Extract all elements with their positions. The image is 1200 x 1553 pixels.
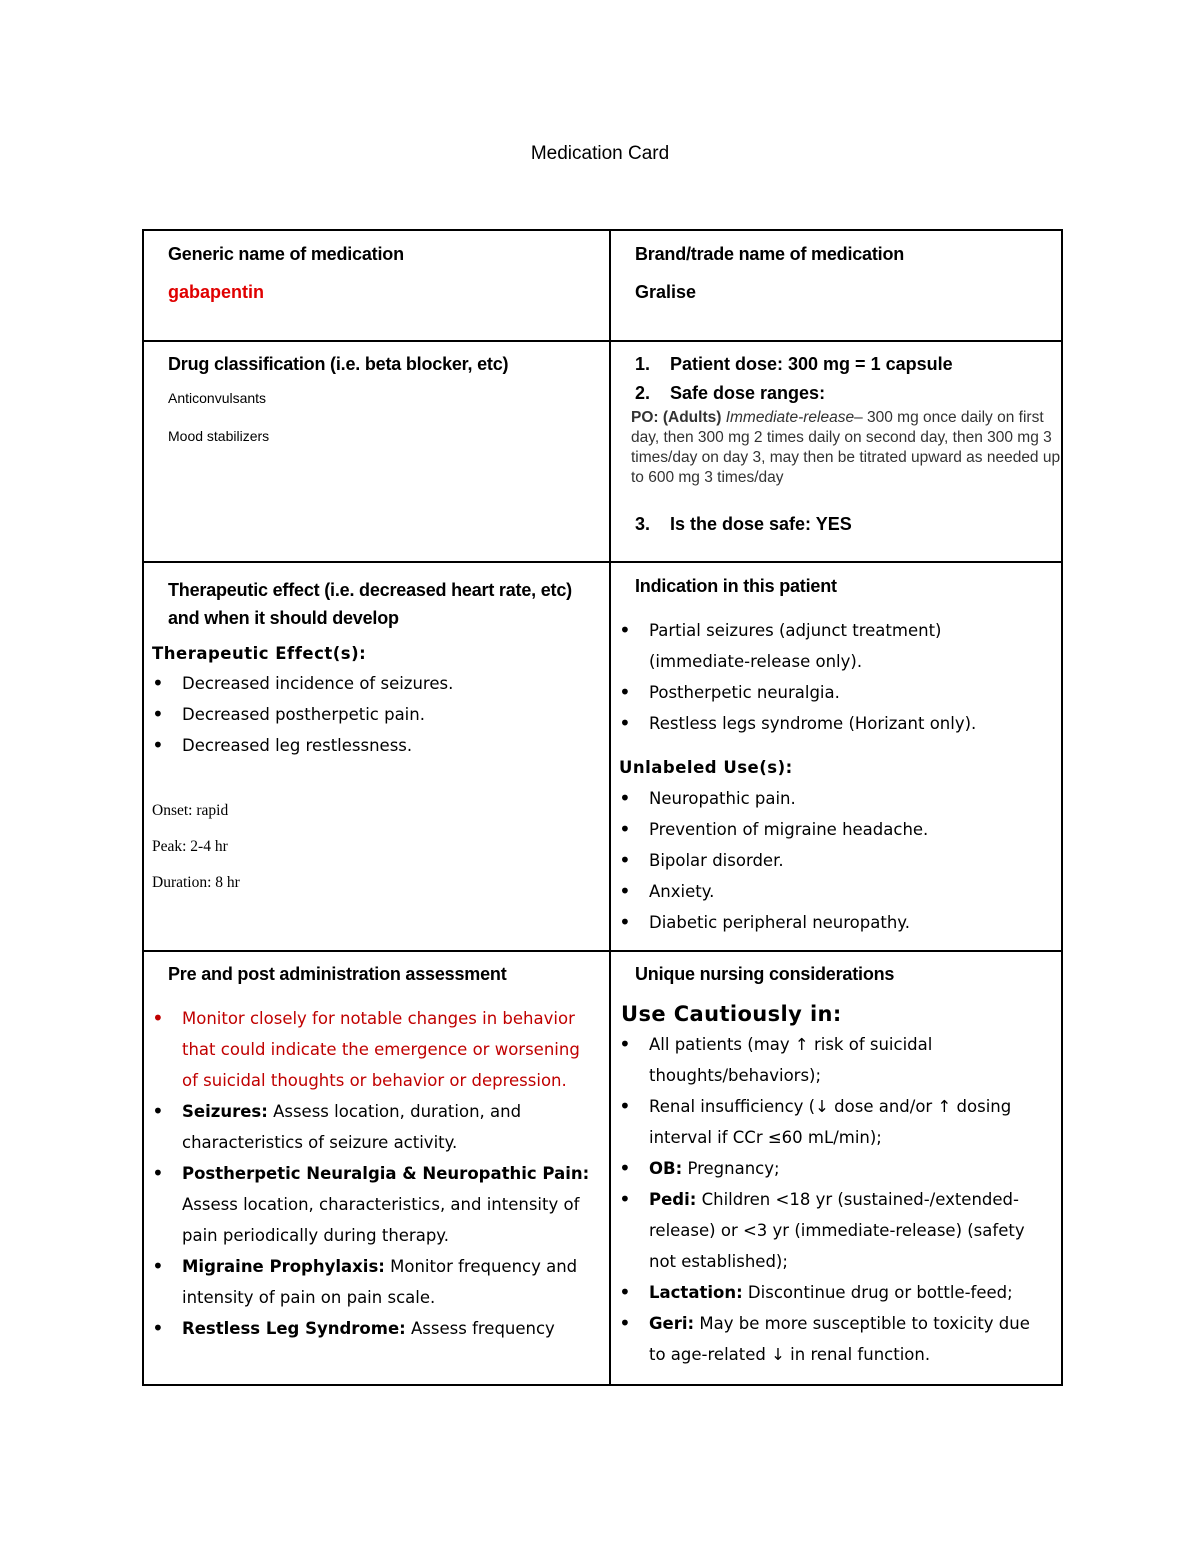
dose-list <box>635 354 1061 404</box>
peak-text: Peak: 2-4 hr <box>152 838 228 855</box>
indication-label: Indication in this patient <box>635 576 837 596</box>
list-item: • Prevention of migraine headache. <box>619 814 1061 845</box>
indication-list <box>619 615 1061 739</box>
list-item: • Renal insufficiency (↓ dose and/or ↑ dosing interval if CCr ≤60 mL/min); <box>619 1091 1051 1153</box>
list-item: • Diabetic peripheral neuropathy. <box>619 907 1061 938</box>
classification-item: Mood stabilizers <box>168 428 270 444</box>
therapeutic-sub: Therapeutic Effect(s): <box>152 644 367 663</box>
po-dose-text: PO: (Adults) Immediate-release– 300 mg once daily on first day, then 300 mg 2 times daily on second day, then 300 mg 3 times/day on day 3, may then be titrated upward as needed up to 600 mg 3 times/day <box>631 409 1061 486</box>
assessment-list <box>152 1003 599 1344</box>
assessment-cell <box>143 951 610 1385</box>
classification-item: Anticonvulsants <box>168 390 267 406</box>
nursing-cell <box>610 951 1062 1385</box>
generic-name-cell <box>143 230 610 341</box>
list-item: • Pedi: Children <18 yr (sustained-/extended-release) or <3 yr (immediate-release) (safety not established); <box>619 1184 1051 1277</box>
caution-sub: Use Cautiously in: <box>621 1002 842 1026</box>
generic-name-label: Generic name of medication <box>168 244 404 264</box>
assessment-warning: • Monitor closely for notable changes in behavior that could indicate the emergence or worsening of suicidal thoughts or behavior or depression. <box>152 1003 599 1096</box>
list-item: • Partial seizures (adjunct treatment) (immediate-release only). <box>619 615 1029 677</box>
classification-cell <box>143 341 610 562</box>
assessment-label: Pre and post administration assessment <box>168 964 507 984</box>
list-item: • Lactation: Discontinue drug or bottle-feed; <box>619 1277 1051 1308</box>
list-item: • Geri: May be more susceptible to toxicity due to age-related ↓ in renal function. <box>619 1308 1051 1370</box>
classification-label: Drug classification (i.e. beta blocker, etc) <box>168 354 509 374</box>
dose-cell <box>610 341 1062 562</box>
list-item: • Decreased postherpetic pain. <box>152 699 609 730</box>
list-item: • Neuropathic pain. <box>619 783 1061 814</box>
list-item: • Seizures: Assess location, duration, and characteristics of seizure activity. <box>152 1096 599 1158</box>
list-item: • Anxiety. <box>619 876 1061 907</box>
generic-name-value: gabapentin <box>168 282 265 302</box>
page-title: Medication Card <box>530 143 670 164</box>
nursing-label: Unique nursing considerations <box>635 964 895 984</box>
list-item: • Postherpetic neuralgia. <box>619 677 1061 708</box>
list-item: • Postherpetic Neuralgia & Neuropathic Pain: Assess location, characteristics, and intensity of pain periodically during therapy. <box>152 1158 599 1251</box>
unlabeled-sub: Unlabeled Use(s): <box>619 758 793 777</box>
dose-item: 3. Is the dose safe: YES <box>635 514 852 534</box>
duration-text: Duration: 8 hr <box>152 874 240 891</box>
list-item: • Restless legs syndrome (Horizant only). <box>619 708 1061 739</box>
therapeutic-label: Therapeutic effect (i.e. decreased heart rate, etc) and when it should develop <box>168 580 572 628</box>
brand-name-value: Gralise <box>635 282 697 302</box>
therapeutic-cell <box>143 562 610 951</box>
indication-cell <box>610 562 1062 951</box>
list-item: • All patients (may ↑ risk of suicidal thoughts/behaviors); <box>619 1029 1051 1091</box>
unlabeled-list <box>619 783 1061 938</box>
dose-safe-list <box>635 514 1061 535</box>
list-item: • Bipolar disorder. <box>619 845 1061 876</box>
list-item: • OB: Pregnancy; <box>619 1153 1051 1184</box>
dose-item: 1. Patient dose: 300 mg = 1 capsule <box>635 354 953 374</box>
dose-item: 2. Safe dose ranges: <box>635 383 826 403</box>
brand-name-cell <box>610 230 1062 341</box>
nursing-list <box>619 1029 1051 1370</box>
medication-card-table <box>142 229 1063 1386</box>
list-item: • Decreased incidence of seizures. <box>152 668 609 699</box>
therapeutic-list <box>152 668 609 761</box>
onset-text: Onset: rapid <box>152 802 229 819</box>
list-item: • Restless Leg Syndrome: Assess frequency <box>152 1313 599 1344</box>
list-item: • Decreased leg restlessness. <box>152 730 609 761</box>
brand-name-label: Brand/trade name of medication <box>635 244 905 264</box>
list-item: • Migraine Prophylaxis: Monitor frequency and intensity of pain on pain scale. <box>152 1251 599 1313</box>
